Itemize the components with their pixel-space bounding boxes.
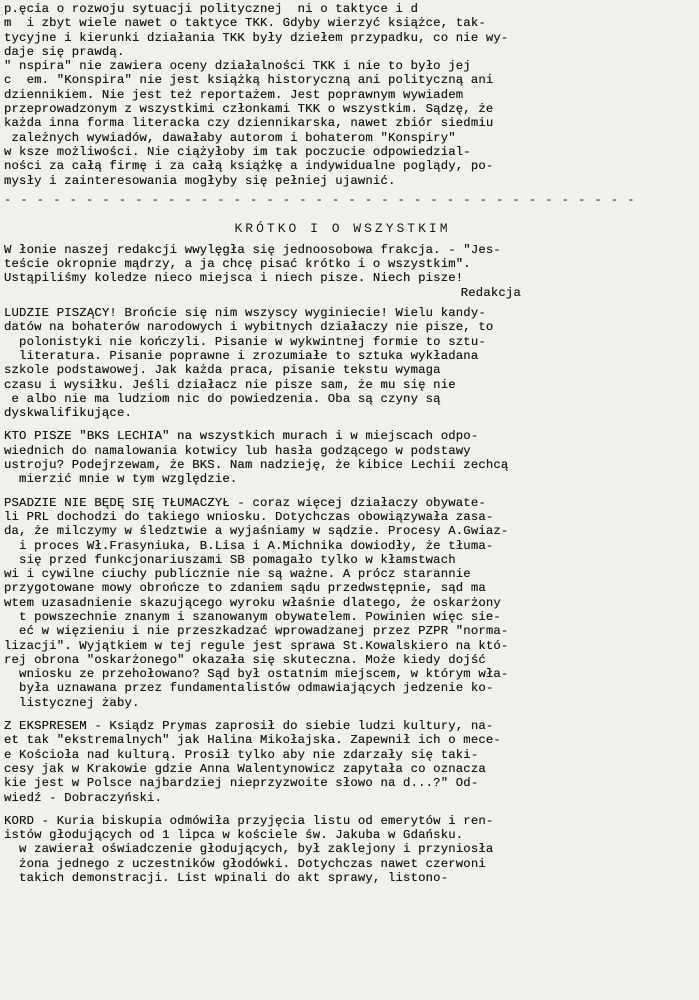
text-line: w ksze możliwości. Nie ciążyłoby im tak poczucie odpowiedzial- <box>4 144 471 159</box>
news-item <box>4 719 681 805</box>
news-item-line: kie jest w Polsce najbardziej nieprzyzwoite słowo na d...?" Od- <box>4 776 479 791</box>
text-line: ności za całą firmę i za całą książkę a indywidualne poglądy, po- <box>4 159 494 174</box>
text-line: tycyjne i kierunki działania TKK były dziełem przypadku, co nie wy- <box>4 30 509 45</box>
text-line: p.ęcia o rozwoju sytuacji politycznej ni o taktyce i d <box>4 2 426 16</box>
separator-rule: - - - - - - - - - - - - - - - - - - - - - - - - - - - - - - - - - - - - - - - <box>4 193 636 207</box>
news-item-line: e albo nie ma ludziom nic do powiedzenia. Oba są czyny są <box>4 391 441 406</box>
news-item-line: dyskwalifikujące. <box>4 406 132 421</box>
news-item-line: żona jednego z uczestników głodówki. Dotychczas nawet czerwoni <box>4 856 486 871</box>
news-item-line: KTO PISZE "BKS LECHIA" na wszystkich murach i w miejscach odpo- <box>4 429 479 444</box>
news-item-line: była uznawana przez fundamentalistów odmawiających jedzenie ko- <box>4 681 494 696</box>
news-item-line: takich demonstracji. List wpinali do akt sprawy, listono- <box>4 871 449 886</box>
top-section <box>4 2 681 188</box>
news-item-line: i proces Wł.Frasyniuka, B.Lisa i A.Michnika dowiodły, że tłuma- <box>4 538 494 553</box>
news-item-line: czasu i wysiłku. Jeśli działacz nie pisze sam, że mu się nie <box>4 377 456 392</box>
text-line: m i zbyt wiele nawet o taktyce TKK. Gdyby wierzyć książce, tak- <box>4 16 486 31</box>
news-item-line: literatura. Pisanie poprawne i zrozumiałe to sztuka wykładana <box>4 348 479 363</box>
text-line: przeprowadzonym z wszystkimi członkami TKK o wszystkim. Sądzę, że <box>4 102 494 117</box>
text-line: dziennikiem. Nie jest też reportażem. Jest poprawnym wywiadem <box>4 87 464 102</box>
text-line: c em. "Konspira" nie jest książką historyczną ani polityczną ani <box>4 73 494 88</box>
news-item-line: KORD - Kuria biskupia odmówiła przyjęcia listu od emerytów i ren- <box>4 813 494 828</box>
news-item-line: rej obrona "oskarżonego" okazała się skuteczna. Może kiedy dojść <box>4 652 486 667</box>
news-item <box>4 306 681 420</box>
news-item-line: listycznej żaby. <box>4 695 140 710</box>
news-item-line: lizacji". Wyjątkiem w tej regule jest sprawa St.Kowalskiero na któ- <box>4 638 509 653</box>
intro-line: Ustąpiliśmy koledze nieco miejsca i niech pisze. Niech pisze! <box>4 271 464 286</box>
news-item-line: ustroju? Podejrzewam, że BKS. Nam nadzieję, że kibice Lechii zechcą <box>4 458 509 473</box>
news-item <box>4 429 681 486</box>
news-item-line: w zawierał oświadczenie głodujących, był zaklejony i przyniosła <box>4 842 494 857</box>
news-item-line: cesy jak w Krakowie gdzie Anna Walentynowicz zapytała co oznacza <box>4 761 486 776</box>
intro-paragraph <box>4 243 681 286</box>
news-item-line: li PRL dochodzi do takiego wniosku. Dotychczas obowiązywała zasa- <box>4 509 494 524</box>
section-heading: KRÓTKO I O WSZYSTKIM <box>234 220 451 236</box>
news-item-line: Z EKSPRESEM - Ksiądz Prymas zaprosił do siebie ludzi kultury, na- <box>4 719 494 734</box>
news-item-line: wi i cywilne ciuchy publicznie nie są ważne. A prócz starannie <box>4 567 471 582</box>
text-line: mysły i zainteresowania mogłyby się pełniej ujawnić. <box>4 173 396 188</box>
news-item <box>4 814 681 885</box>
news-item-line: mierzić mnie w tym względzie. <box>4 472 238 487</box>
news-item-line: e Kościoła nad kulturą. Prosił tylko aby nie zdarzały się taki- <box>4 747 479 762</box>
editorial-signature: Redakcja <box>460 285 521 300</box>
text-line: daje się prawdą. <box>4 44 125 59</box>
news-item-line: da, że milczymy w śledztwie a wyjaśniamy w sądzie. Procesy A.Gwiaz- <box>4 524 509 539</box>
news-item-line: przygotowane mowy obrończe to zdaniem sądu przedwstępnie, sąd ma <box>4 581 486 596</box>
news-item-line: istów głodujących od 1 lipca w kościele św. Jakuba w Gdańsku. <box>4 828 464 843</box>
news-items <box>4 300 681 885</box>
text-line: " nspira" nie zawiera oceny działalności TKK i nie to było jej <box>4 59 471 74</box>
news-item-line: eć w więzieniu i nie przeszkadzać wprowadzanej przez PZPR "norma- <box>4 624 509 639</box>
news-item-line: wniosku ze przehołowano? Sąd był ostatnim miejscem, w którym wła- <box>4 667 509 682</box>
intro-line: teście okropnie mądrzy, a ja chcę pisać krótko i o wszystkim". <box>4 257 471 272</box>
news-item-line: wiedź - Dobraczyński. <box>4 790 163 805</box>
news-item-line: LUDZIE PISZĄCY! Brońcie się nim wszyscy wyginiecie! Wielu kandy- <box>4 306 486 321</box>
news-item-line: wiednich do namalowania kotwicy lub hasła godzącego w podstawy <box>4 443 471 458</box>
news-item-line: szkole podstawowej. Jak każda praca, pisanie tekstu wymaga <box>4 363 441 378</box>
news-item <box>4 496 681 710</box>
news-item-line: polonistyki nie kończyli. Pisanie w wykwintnej formie to sztu- <box>4 334 486 349</box>
text-line: każda inna forma literacka czy dziennikarska, nawet zbiór siedmiu <box>4 116 494 131</box>
news-item-line: et tak "ekstremalnych" jak Halina Mikołajska. Zapewnił ich o mece- <box>4 733 501 748</box>
text-line: zależnych wywiadów, dawałaby autorom i bohaterom "Konspiry" <box>4 130 456 145</box>
intro-line: W łonie naszej redakcji wwylęgła się jednoosobowa frakcja. - "Jes- <box>4 242 501 257</box>
news-item-line: wtem uzasadnienie skazującego wyroku właśnie dlatego, że oskarżony <box>4 595 501 610</box>
news-item-line: się przed funkcjonariuszami SB pomagało tylko w kłamstwach <box>4 552 456 567</box>
news-item-line: t powszechnie znanym i szanowanym obywatelem. Powinien więc sie- <box>4 609 501 624</box>
news-item-line: PSADZIE NIE BĘDĘ SIĘ TŁUMACZYŁ - coraz więcej działaczy obywate- <box>4 495 486 510</box>
news-item-line: datów na bohaterów narodowych i wybitnych działaczy nie pisze, to <box>4 320 494 335</box>
